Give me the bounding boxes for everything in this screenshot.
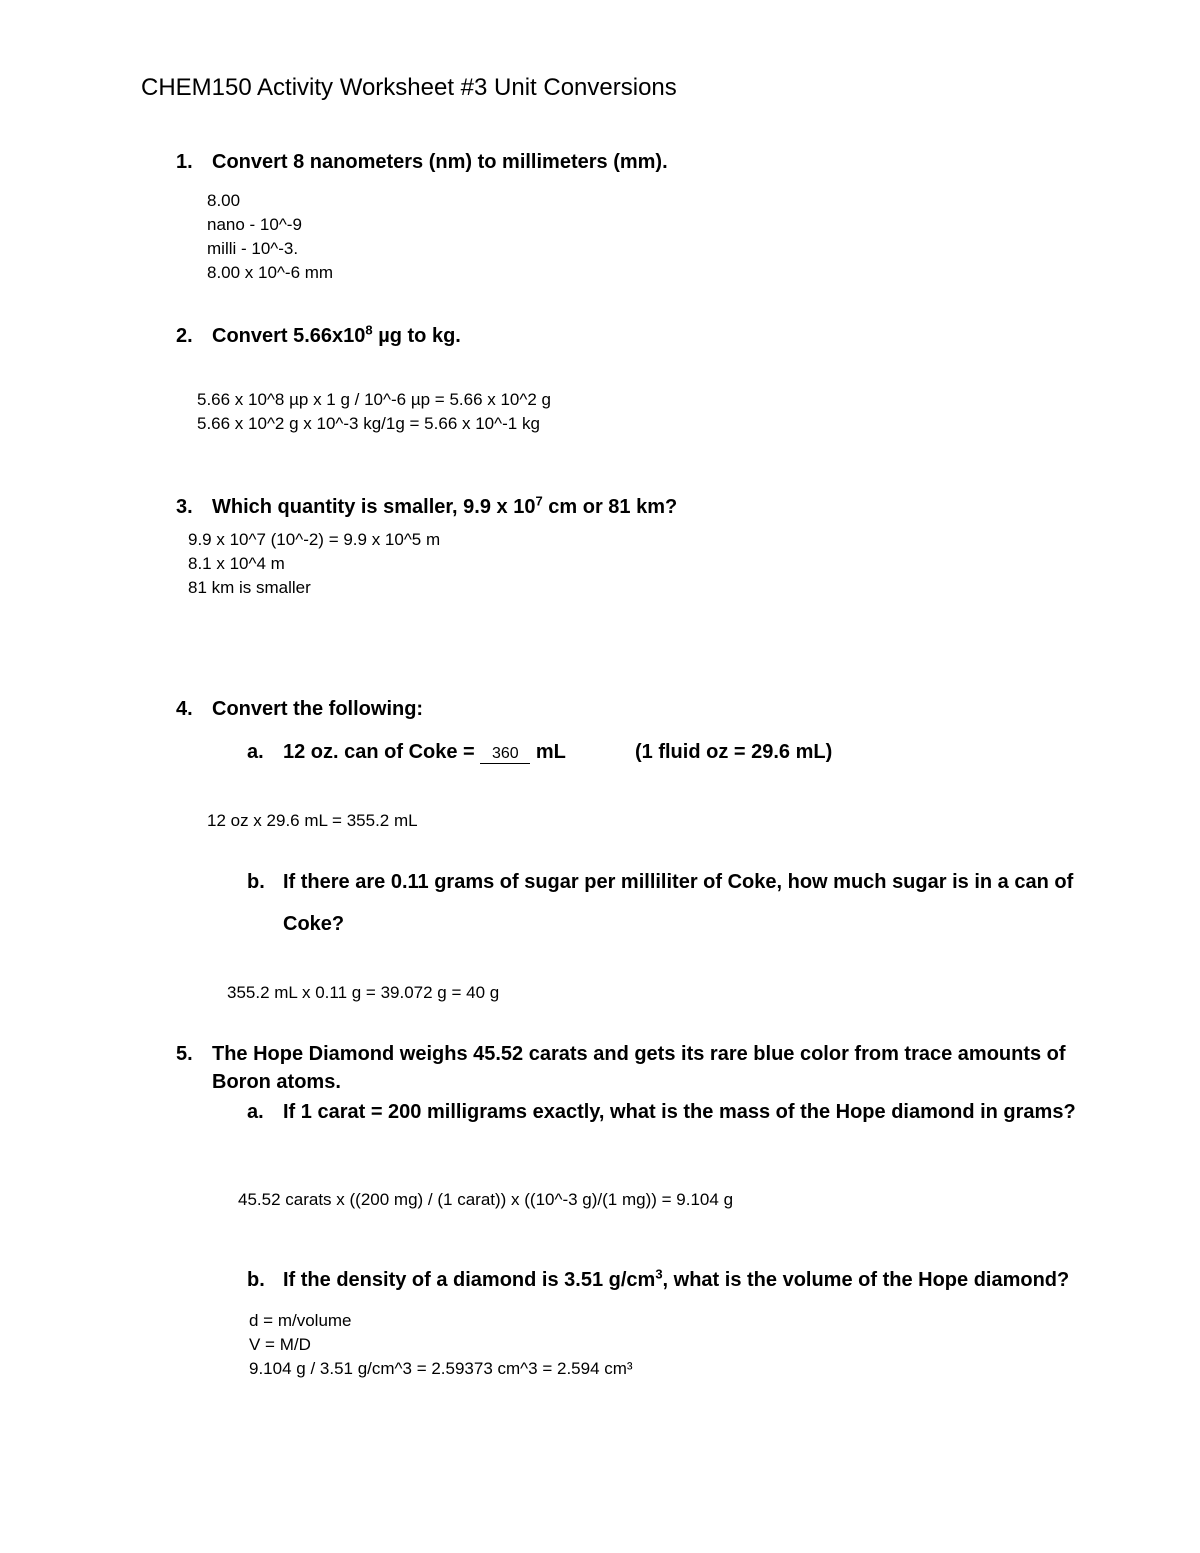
answer-line: 9.9 x 10^7 (10^-2) = 9.9 x 10^5 m — [188, 530, 441, 549]
answer-line: V = M/D — [249, 1335, 311, 1354]
answer-line: 9.104 g / 3.51 g/cm^3 = 2.59373 cm^3 = 2.594 cm³ — [249, 1359, 633, 1378]
question-1-text: Convert 8 nanometers (nm) to millimeters (mm). — [212, 151, 668, 173]
answer-line: 8.1 x 10^4 m — [188, 554, 285, 573]
question-5-line-2: Boron atoms. — [212, 1071, 341, 1093]
question-3-number: 3. — [176, 496, 193, 518]
answer-blank: 360 — [480, 745, 530, 764]
page-title: CHEM150 Activity Worksheet #3 Unit Conversions — [141, 74, 677, 101]
question-5a-letter: a. — [247, 1101, 264, 1123]
question-5b-exponent: 3 — [655, 1266, 663, 1282]
question-3-answer — [188, 528, 440, 600]
question-1-number: 1. — [176, 151, 193, 173]
answer-line: 8.00 — [207, 191, 241, 210]
question-3-text — [212, 493, 678, 519]
answer-line: milli - 10^-3. — [207, 239, 299, 258]
question-5b-letter: b. — [247, 1269, 265, 1291]
question-4a-text — [283, 741, 566, 764]
question-4b-answer: 355.2 mL x 0.11 g = 39.072 g = 40 g — [227, 983, 500, 1002]
question-4a-letter: a. — [247, 741, 264, 763]
question-4b-line-2: Coke? — [283, 913, 345, 935]
question-2-text — [212, 322, 461, 348]
question-4a-answer: 12 oz x 29.6 mL = 355.2 mL — [207, 811, 418, 830]
conversion-note: (1 fluid oz = 29.6 mL) — [635, 741, 833, 763]
question-5b-answer — [249, 1309, 633, 1381]
answer-line: 5.66 x 10^8 µp x 1 g / 10^-6 µp = 5.66 x 10^2 g — [197, 390, 551, 409]
answer-line: nano - 10^-9 — [207, 215, 302, 234]
question-5a-answer: 45.52 carats x ((200 mg) / (1 carat)) x ((10^-3 g)/(1 mg)) = 9.104 g — [238, 1190, 734, 1209]
question-5-number: 5. — [176, 1043, 193, 1065]
question-4b-letter: b. — [247, 871, 265, 893]
answer-line: 81 km is smaller — [188, 578, 311, 597]
answer-line: 8.00 x 10^-6 mm — [207, 263, 334, 282]
question-5-line-1: The Hope Diamond weighs 45.52 carats and gets its rare blue color from trace amounts of — [212, 1043, 1066, 1065]
question-2-answer — [197, 388, 551, 436]
question-4-text: Convert the following: — [212, 698, 424, 720]
question-4-number: 4. — [176, 698, 193, 720]
question-2-exponent: 8 — [365, 322, 373, 338]
question-2-text-pre: Convert 5.66x10 — [212, 325, 366, 347]
question-5b-text-pre: If the density of a diamond is 3.51 g/cm — [283, 1269, 656, 1291]
question-3-exponent: 7 — [535, 493, 543, 509]
question-4b-line-1: If there are 0.11 grams of sugar per milliliter of Coke, how much sugar is in a can of — [283, 871, 1074, 893]
question-3-text-pre: Which quantity is smaller, 9.9 x 10 — [212, 496, 536, 518]
question-1-answer — [207, 189, 333, 285]
question-4a-text-pre: 12 oz. can of Coke = — [283, 741, 481, 763]
question-3-text-post: cm or 81 km? — [542, 496, 678, 518]
question-2-number: 2. — [176, 325, 193, 347]
question-5b-text-post: , what is the volume of the Hope diamond? — [662, 1269, 1070, 1291]
question-5b-text — [283, 1266, 1070, 1292]
answer-line: d = m/volume — [249, 1311, 352, 1330]
question-4a-text-post: mL — [530, 741, 566, 763]
question-5a-text: If 1 carat = 200 milligrams exactly, what is the mass of the Hope diamond in grams? — [283, 1101, 1076, 1123]
answer-line: 5.66 x 10^2 g x 10^-3 kg/1g = 5.66 x 10^-1 kg — [197, 414, 540, 433]
question-2-text-post: µg to kg. — [372, 325, 461, 347]
